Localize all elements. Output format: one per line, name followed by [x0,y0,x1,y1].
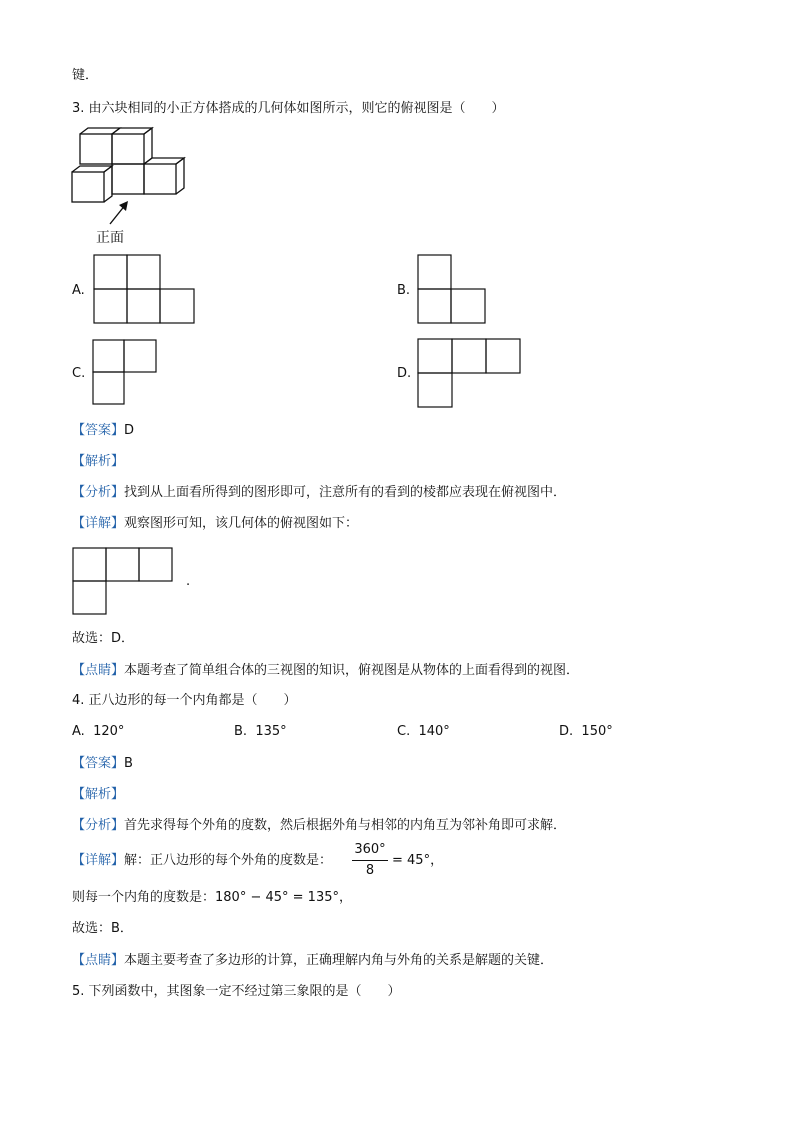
q4-option-d-label: D. [559,724,574,739]
fraction-denominator: 8 [365,863,375,878]
q3-xiangjie [72,516,358,532]
q3-option-d-grid [417,338,523,408]
q3-option-d-label: D. [397,366,412,381]
q3-option-c-grid [92,339,158,405]
question-3-stem: 3. 由六块相同的小正方体搭成的几何体如图所示，则它的俯视图是（ ） [72,101,505,116]
xiangjie-tag: 【详解】 [72,516,125,531]
q3-answer [72,423,134,439]
q4-option-c [397,724,450,740]
previous-question-tail: 键． [72,68,99,83]
answer-tag: 【答案】 [72,756,125,771]
fraction-bar [352,860,388,861]
dianjing-text: 本题主要考查了多边形的计算，正确理解内角与外角的关系是解题的关键． [124,953,554,968]
q4-option-d-value: 150° [581,724,613,739]
q4-option-a [72,724,124,740]
fenxi-text: 首先求得每个外角的度数，然后根据外角与相邻的内角互为邻补角即可求解． [124,818,567,833]
fenxi-tag: 【分析】 [72,485,125,500]
question-4-stem: 4. 正八边形的每一个内角都是（ ） [72,693,297,708]
q4-option-a-value: 120° [93,724,125,739]
xiangjie-text: 解：正八边形的每个外角的度数是： [124,853,333,868]
q4-dianjing [72,953,553,969]
q3-top-view-figure [72,547,174,615]
q4-analysis-tag: 【解析】 [72,787,125,802]
answer-value: B [124,756,133,771]
q4-option-d [559,724,613,740]
q4-option-c-value: 140° [418,724,450,739]
q4-fenxi [72,818,566,834]
q4-option-b-value: 135° [255,724,287,739]
fraction-360-over-8 [352,842,388,880]
q3-choose: 故选：D． [72,631,135,646]
q3-option-c-label: C. [72,366,86,381]
question-5-stem: 5. 下列函数中，其图象一定不经过第三象限的是（ ） [72,984,401,999]
q4-option-a-label: A. [72,724,85,739]
dianjing-tag: 【点睛】 [72,663,125,678]
q4-then-text: 则每一个内角的度数是：180° − 45° = 135°， [72,890,352,905]
answer-tag: 【答案】 [72,423,125,438]
front-arrow [106,200,136,228]
q4-option-c-label: C. [397,724,411,739]
q4-option-b-label: B. [234,724,248,739]
q3-dianjing [72,663,579,679]
dianjing-text: 本题考查了简单组合体的三视图的知识，俯视图是从物体的上面看得到的视图． [124,663,580,678]
fenxi-tag: 【分析】 [72,818,125,833]
fenxi-text: 找到从上面看所得到的图形即可，注意所有的看到的棱都应表现在俯视图中． [124,485,567,500]
xiangjie-tag: 【详解】 [72,853,125,868]
q4-choose: 故选：B． [72,921,133,936]
fraction-numerator: 360° [354,842,386,857]
front-label: 正面 [96,230,124,246]
answer-value: D [124,423,135,438]
figure-period: . [186,574,191,589]
q4-answer [72,756,133,772]
q3-option-b-grid [417,254,487,324]
q4-xiangjie [72,853,332,869]
q4-option-b [234,724,287,740]
q3-analysis-tag: 【解析】 [72,454,125,469]
q3-option-b-label: B. [397,283,411,298]
q3-option-a-grid [93,254,196,324]
dianjing-tag: 【点睛】 [72,953,125,968]
q3-option-a-label: A. [72,283,85,298]
q3-fenxi [72,485,566,501]
xiangjie-text: 观察图形可知，该几何体的俯视图如下： [124,516,359,531]
fraction-result: = 45°， [392,853,444,868]
